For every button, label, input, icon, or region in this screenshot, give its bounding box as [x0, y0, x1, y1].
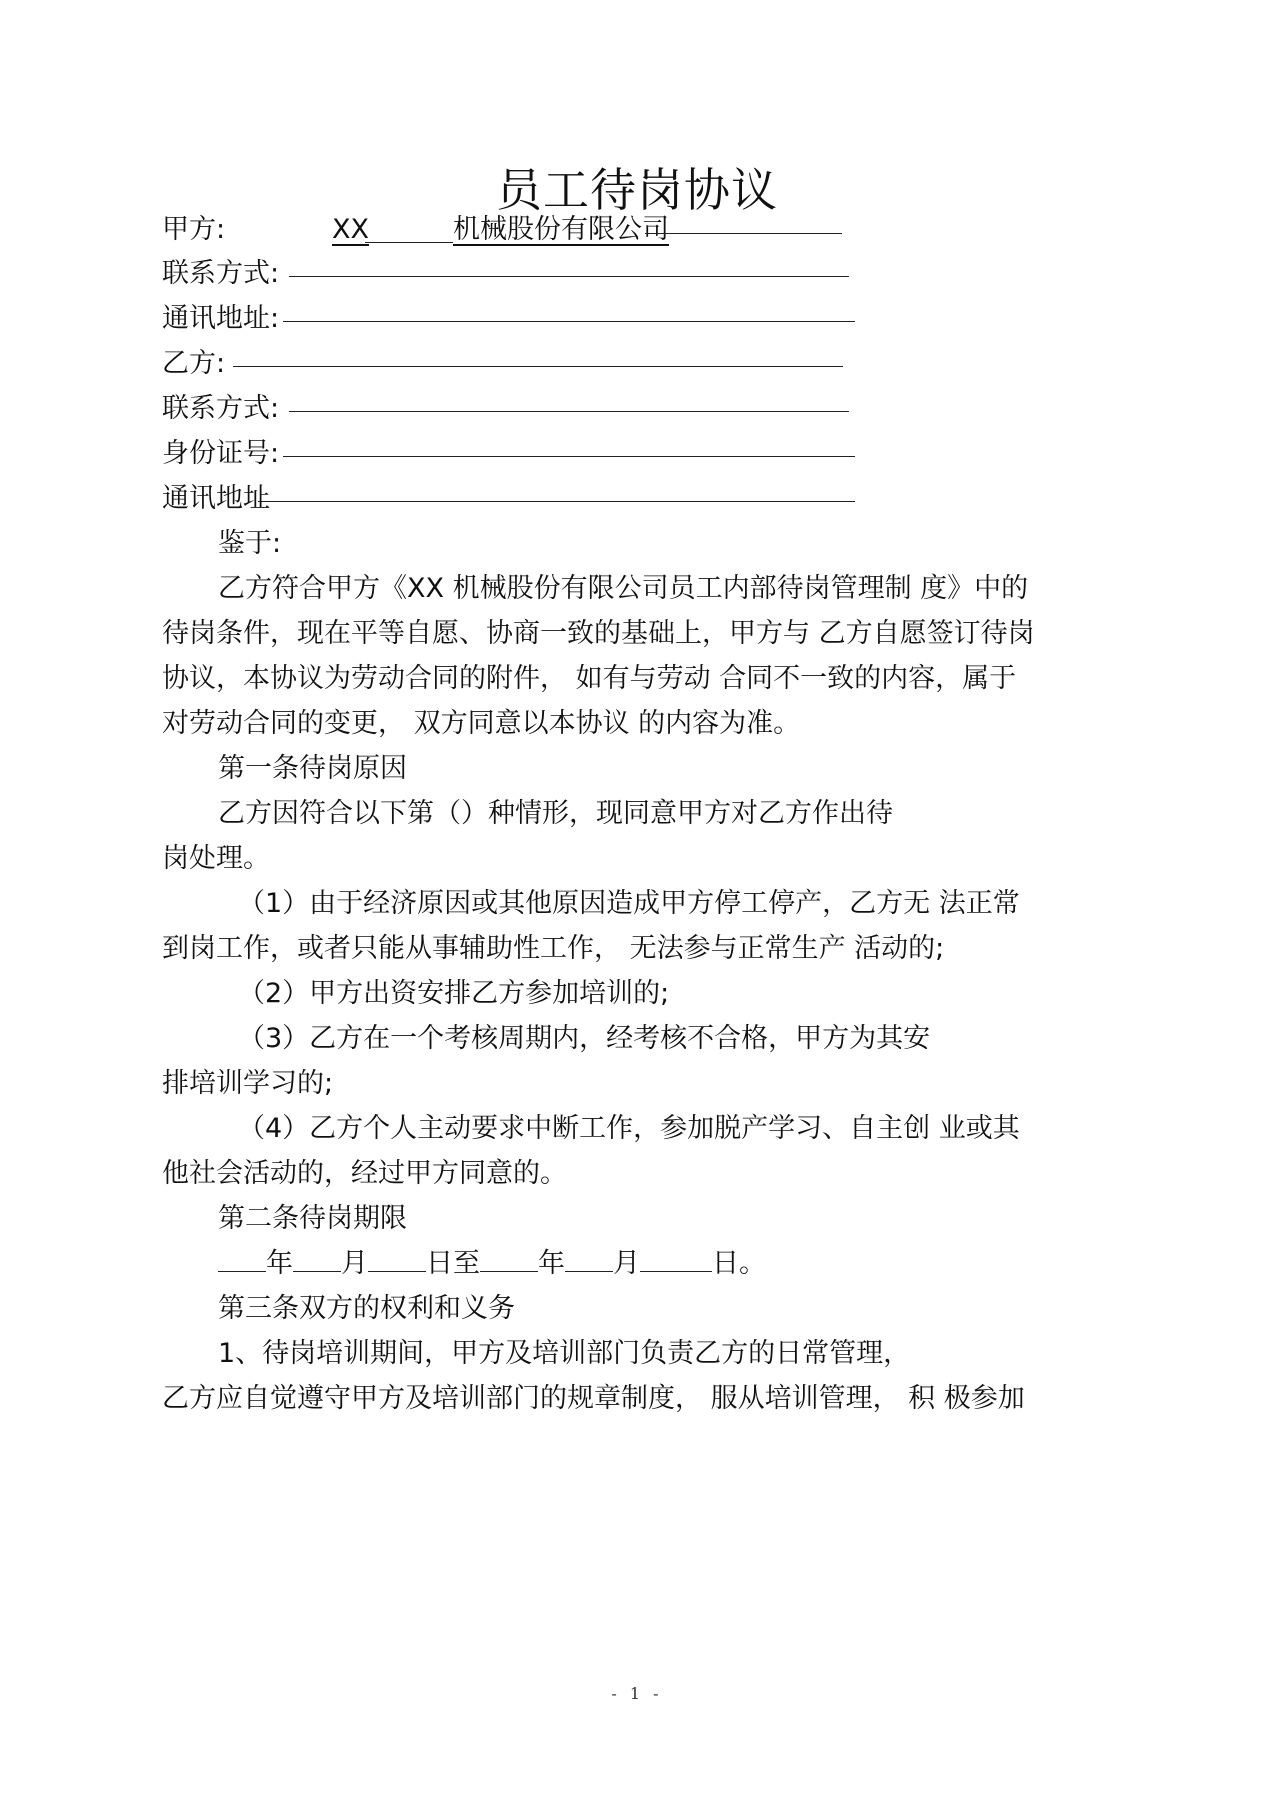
- article1-item1-line2: 到岗工作，或者只能从事辅助性工作， 无法参与正常生产 活动的;: [162, 933, 945, 964]
- party-a-address-field[interactable]: [283, 321, 855, 322]
- party-b-id-label: 身份证号:: [162, 438, 280, 469]
- whereas-label: 鉴于:: [218, 528, 282, 559]
- party-b-label: 乙方:: [162, 348, 226, 379]
- end-year-blank[interactable]: [480, 1249, 538, 1272]
- start-year-label: 年: [266, 1248, 293, 1279]
- article1-item4-line1: （4）乙方个人主动要求中断工作，参加脱产学习、自主创 业或其: [238, 1113, 1020, 1144]
- party-a-company-prefix: XX: [332, 214, 369, 245]
- article1-intro-1: 乙方因符合以下第（）种情形，现同意甲方对乙方作出待: [218, 798, 893, 829]
- article1-item1-line1: （1）由于经济原因或其他原因造成甲方停工停产，乙方无 法正常: [238, 888, 1020, 919]
- article2-heading: 第二条待岗期限: [218, 1203, 407, 1234]
- start-year-blank[interactable]: [218, 1249, 266, 1272]
- party-a-company-gap-rule: [365, 242, 453, 243]
- party-b-name-field[interactable]: [233, 366, 843, 367]
- end-month-blank[interactable]: [565, 1249, 613, 1272]
- party-a-address-label: 通讯地址:: [162, 303, 280, 334]
- party-a-contact-label: 联系方式:: [162, 258, 280, 289]
- party-b-address-label: 通讯地址: [162, 483, 270, 514]
- page-number: - 1 -: [611, 1684, 663, 1703]
- end-day-label: 日。: [712, 1248, 766, 1279]
- article1-intro-2: 岗处理。: [162, 843, 270, 874]
- article1-item3-line1: （3）乙方在一个考核周期内，经考核不合格，甲方为其安: [238, 1023, 931, 1054]
- article1-heading: 第一条待岗原因: [218, 753, 407, 784]
- party-a-company-name: 机械股份有限公司: [453, 214, 669, 245]
- end-month-label: 月: [613, 1248, 640, 1279]
- article1-item4-line2: 他社会活动的，经过甲方同意的。: [162, 1158, 567, 1189]
- party-a-field-rule: [645, 233, 842, 234]
- article3-p1-line2: 乙方应自觉遵守甲方及培训部门的规章制度， 服从培训管理， 积 极参加: [162, 1383, 1025, 1414]
- start-month-label: 月: [341, 1248, 368, 1279]
- party-b-contact-field[interactable]: [289, 411, 849, 412]
- party-a-label: 甲方:: [162, 214, 226, 245]
- preamble-line-2: 待岗条件，现在平等自愿、协商一致的基础上，甲方与 乙方自愿签订待岗: [162, 618, 1035, 649]
- start-month-blank[interactable]: [293, 1249, 341, 1272]
- document-title: 员工待岗协议: [496, 163, 778, 217]
- article1-item3-line2: 排培训学习的;: [162, 1068, 334, 1099]
- end-day-blank[interactable]: [640, 1249, 712, 1272]
- party-a-contact-field[interactable]: [289, 276, 849, 277]
- article3-p1-line1: 1、待岗培训期间，甲方及培训部门负责乙方的日常管理，: [218, 1338, 911, 1369]
- preamble-line-1: 乙方符合甲方《XX 机械股份有限公司员工内部待岗管理制 度》中的: [218, 573, 1029, 604]
- party-b-id-field[interactable]: [283, 456, 855, 457]
- end-year-label: 年: [538, 1248, 565, 1279]
- party-b-address-field[interactable]: [258, 501, 855, 502]
- party-b-contact-label: 联系方式:: [162, 393, 280, 424]
- article2-date-range: [218, 1246, 766, 1282]
- article1-item2: （2）甲方出资安排乙方参加培训的;: [238, 978, 670, 1009]
- article3-heading: 第三条双方的权利和义务: [218, 1293, 515, 1324]
- preamble-line-4: 对劳动合同的变更， 双方同意以本协议 的内容为准。: [162, 708, 801, 739]
- start-day-blank[interactable]: [368, 1249, 426, 1272]
- start-day-label: 日至: [426, 1248, 480, 1279]
- preamble-line-3: 协议，本协议为劳动合同的附件， 如有与劳动 合同不一致的内容，属于: [162, 663, 1017, 694]
